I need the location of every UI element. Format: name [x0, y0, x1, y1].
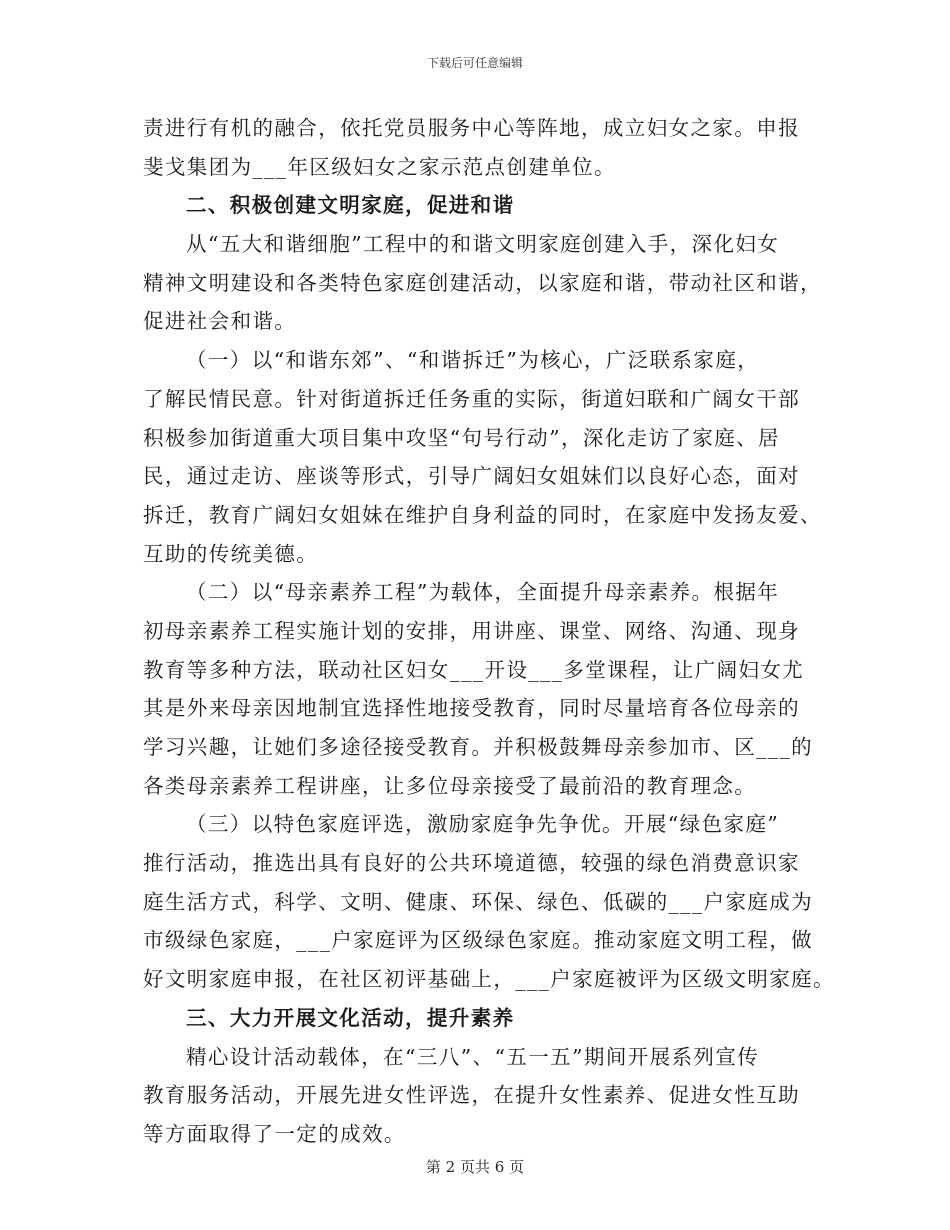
text-line: 斐戈集团为___年区级妇女之家示范点创建单位。: [143, 154, 616, 179]
page-header: 下载后可任意编辑: [426, 56, 523, 70]
text-line: 学习兴趣，让她们多途径接受教育。并积极鼓舞母亲参加市、区___的: [143, 735, 814, 759]
text-line: 初母亲素养工程实施计划的安排，用讲座、课堂、网络、沟通、现身: [143, 618, 800, 643]
text-line: 民，通过走访、座谈等形式，引导广阔妇女姐妹们以良好心态，面对: [143, 464, 800, 489]
text-line: 推行活动，推选出具有良好的公共环境道德，较强的绿色消费意识家: [143, 851, 800, 876]
text-line: 积极参加街道重大项目集中攻坚“句号行动”，深化走访了家庭、居: [143, 425, 780, 450]
text-line: 等方面取得了一定的成效。: [143, 1121, 406, 1146]
text-line: 教育等多种方法，联动社区妇女___开设___多堂课程，让广阔妇女尤: [143, 657, 805, 682]
text-line: 庭生活方式，科学、文明、健康、环保、绿色、低碳的___户家庭成为: [143, 889, 814, 914]
text-line: 了解民情民意。针对街道拆迁任务重的实际，街道妇联和广阔女干部: [143, 386, 800, 411]
text-line: 其是外来母亲因地制宜选择性地接受教育，同时尽量培育各位母亲的: [143, 696, 800, 721]
section-heading: 三、大力开展文化活动，提升素养: [186, 1005, 515, 1030]
text-line: 市级绿色家庭，___户家庭评为区级绿色家庭。推动家庭文明工程，做: [143, 928, 814, 953]
text-line: 教育服务活动，开展先进女性评选，在提升女性素养、促进女性互助: [143, 1083, 800, 1108]
text-line: 好文明家庭申报，在社区初评基础上，___户家庭被评为区级文明家庭。: [143, 967, 835, 992]
text-line: 从“五大和谐细胞”工程中的和谐文明家庭创建入手，深化妇女: [186, 232, 780, 257]
section-heading: 二、积极创建文明家庭，促进和谐: [186, 193, 515, 218]
text-line: 各类母亲素养工程讲座，让多位母亲接受了最前沿的教育理念。: [143, 773, 757, 798]
text-line: 精心设计活动载体，在“三八”、“五一五”期间开展系列宣传: [186, 1044, 760, 1069]
text-line: 精神文明建设和各类特色家庭创建活动，以家庭和谐，带动社区和谐，: [143, 270, 822, 295]
text-line: （三）以特色家庭评选，激励家庭争先争优。开展“绿色家庭”: [186, 812, 780, 837]
text-line: 互助的传统美德。: [143, 541, 319, 566]
page-footer: 第 2 页共 6 页: [425, 1158, 525, 1176]
text-line: （二）以“母亲素养工程”为载体，全面提升母亲素养。根据年: [186, 580, 780, 605]
document-body: [143, 109, 835, 1154]
text-line: 责进行有机的融合，依托党员服务中心等阵地，成立妇女之家。申报: [143, 116, 800, 140]
text-line: （一）以“和谐东郊”、“和谐拆迁”为核心，广泛联系家庭，: [186, 348, 760, 373]
text-line: 拆迁，教育广阔妇女姐妹在维护自身利益的同时，在家庭中发扬友爱、: [143, 502, 822, 527]
text-line: 促进社会和谐。: [143, 309, 297, 334]
